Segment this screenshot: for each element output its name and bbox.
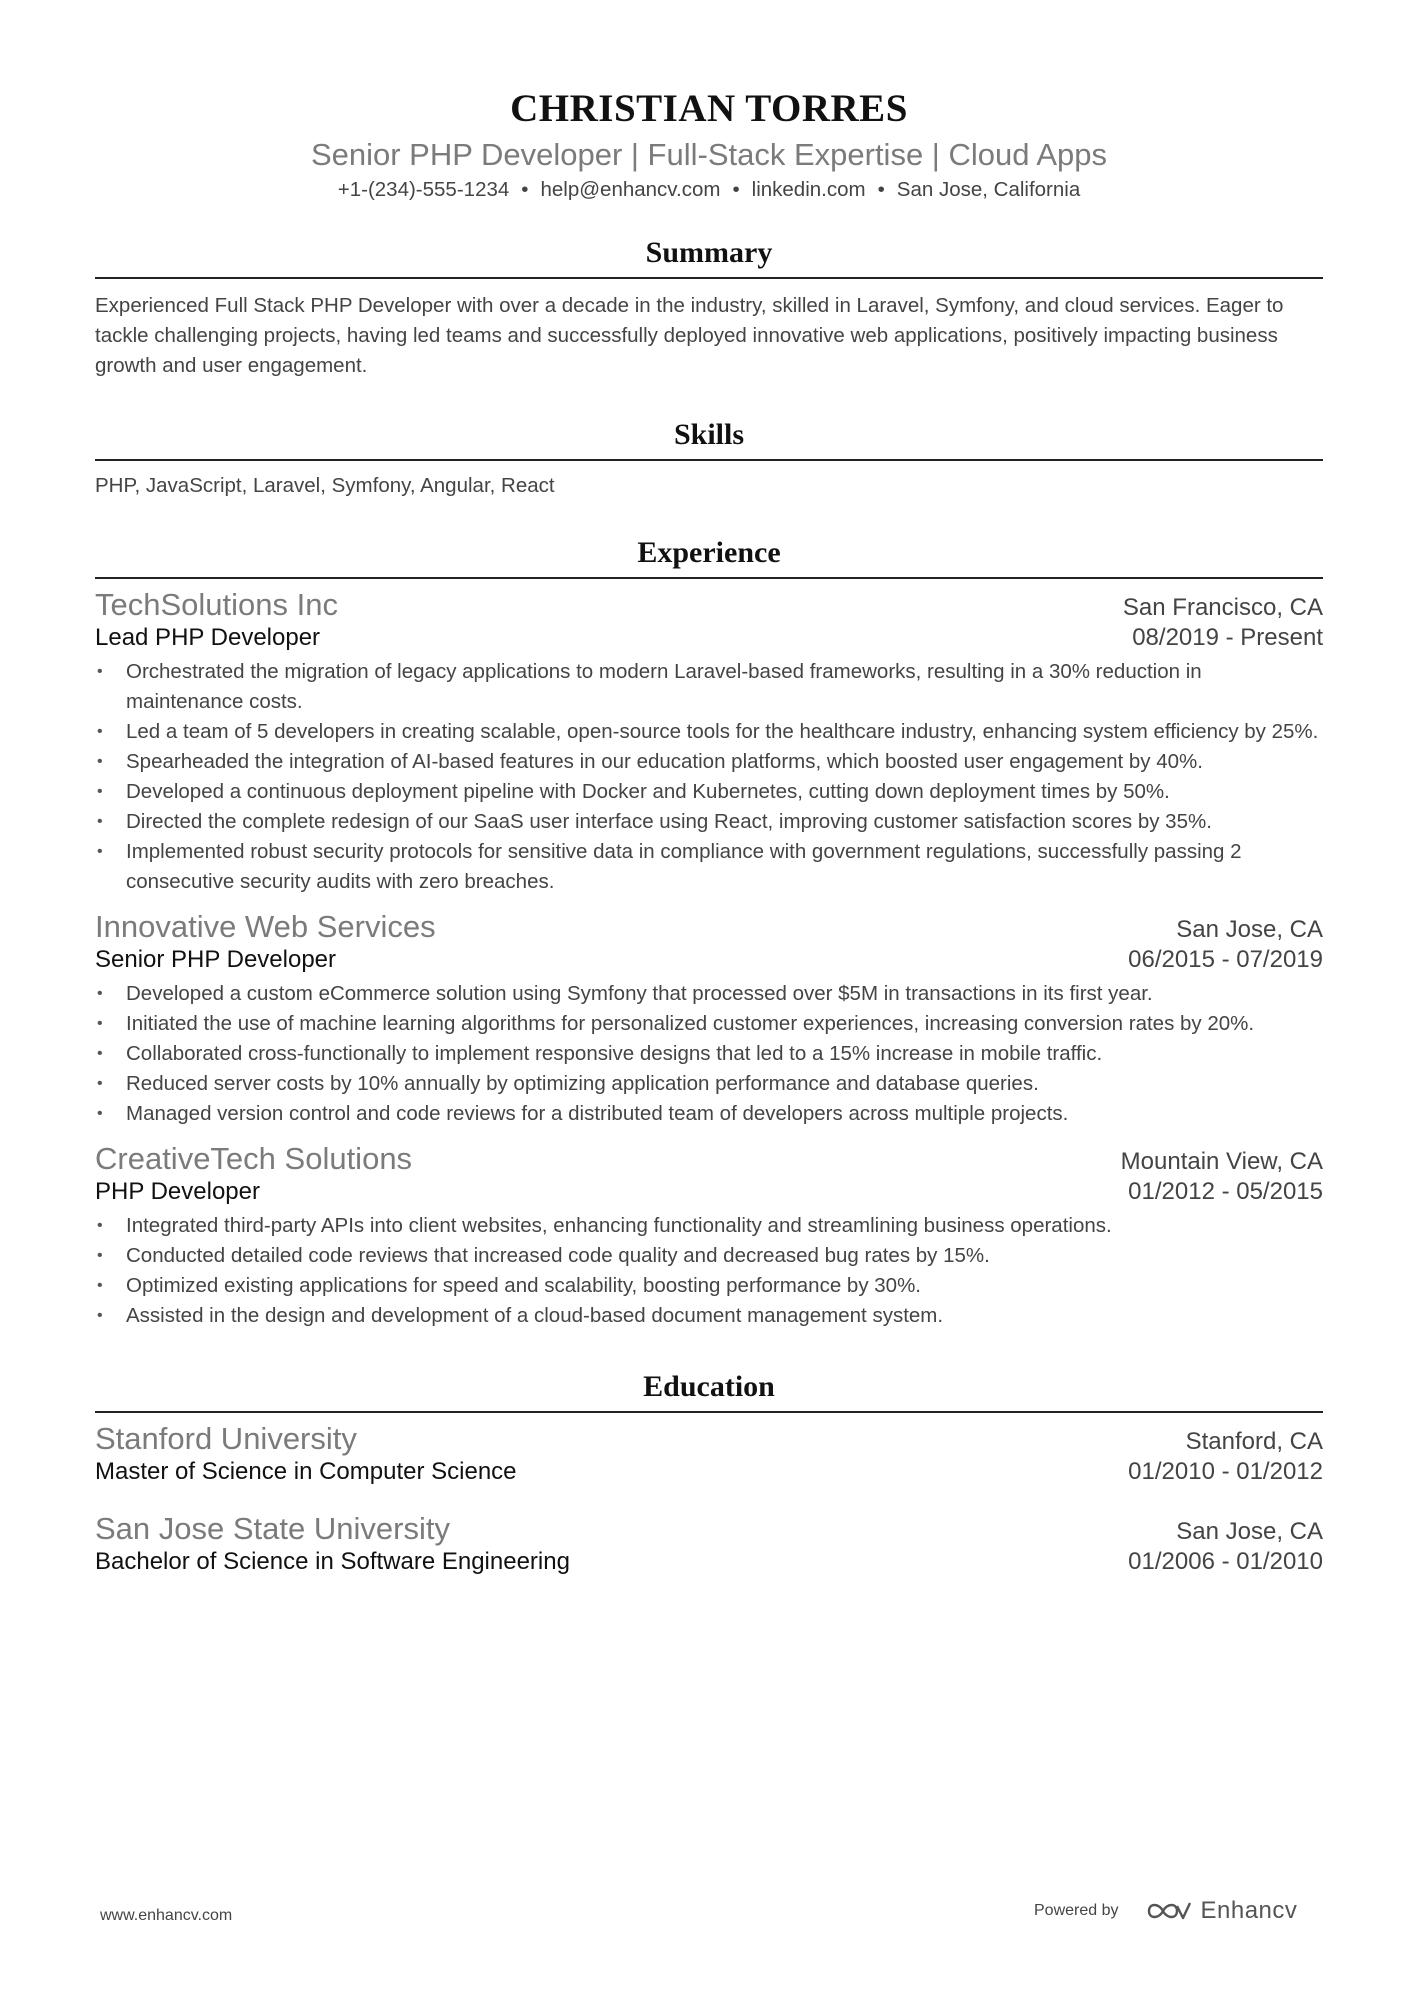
summary-section (95, 235, 1323, 381)
degree-row (95, 1457, 1323, 1487)
section-title-skills: Skills (673, 418, 745, 451)
bullet-icon: • (97, 1075, 103, 1092)
bullet-text: Spearheaded the integration of AI-based features in our education platforms, which boosted user engagement by 40%. (126, 750, 1203, 773)
bullet-item (95, 1271, 1323, 1301)
section-divider (95, 459, 1323, 461)
degree-name: Master of Science in Computer Science (95, 1458, 517, 1485)
section-divider (95, 277, 1323, 279)
job-header-row (95, 587, 1323, 623)
bullet-text: Collaborated cross-functionally to implement responsive designs that led to a 15% increase in mobile traffic. (126, 1042, 1103, 1065)
experience-item (95, 909, 1323, 1129)
experience-item (95, 1141, 1323, 1331)
candidate-title: Senior PHP Developer | Full-Stack Expertise | Cloud Apps (310, 137, 1108, 172)
bullet-text: Conducted detailed code reviews that increased code quality and decreased bug rates by 15%. (126, 1244, 990, 1267)
job-role-row (95, 945, 1323, 975)
bullet-item (95, 717, 1323, 747)
candidate-name: CHRISTIAN TORRES (510, 87, 908, 130)
bullet-text: Managed version control and code reviews for a distributed team of developers across multiple projects. (126, 1102, 1069, 1125)
bullet-text: Reduced server costs by 10% annually by optimizing application performance and database queries. (126, 1072, 1039, 1095)
bullet-item (95, 747, 1323, 777)
enhancv-logo-icon (1145, 1898, 1193, 1924)
school-location: San Jose, CA (1176, 1518, 1323, 1545)
brand-name: Enhancv (1200, 1897, 1298, 1924)
contact-phone: +1-(234)-555-1234 (337, 178, 510, 201)
bullet-icon: • (97, 783, 103, 800)
bullet-text: Directed the complete redesign of our SaaS user interface using React, improving customer satisfaction scores by 35%. (126, 810, 1212, 833)
bullet-item (95, 1241, 1323, 1271)
job-role: PHP Developer (95, 1178, 260, 1205)
experience-item (95, 587, 1323, 897)
bullet-item (95, 979, 1323, 1009)
bullet-text: Orchestrated the migration of legacy applications to modern Laravel-based frameworks, resulting in a 30% reduction in maintenance costs. (126, 660, 1202, 713)
contact-location: San Jose, California (896, 178, 1081, 201)
bullet-item (95, 807, 1323, 837)
job-location: San Jose, CA (1176, 916, 1323, 943)
bullet-icon: • (97, 753, 103, 770)
footer-website-link[interactable]: www.enhancv.com (100, 1907, 233, 1924)
bullet-icon: • (97, 1217, 103, 1234)
degree-dates: 01/2010 - 01/2012 (1128, 1458, 1323, 1485)
contact-linkedin[interactable]: linkedin.com (751, 178, 866, 201)
job-bullets (95, 979, 1323, 1129)
bullet-item (95, 1301, 1323, 1331)
bullet-icon: • (97, 813, 103, 830)
bullet-text: Initiated the use of machine learning algorithms for personalized customer experiences, increasing conversion rates by 20%. (126, 1012, 1255, 1035)
school-name: San Jose State University (95, 1511, 450, 1546)
job-role-row (95, 1177, 1323, 1207)
separator-dot: • (521, 178, 529, 201)
summary-text: Experienced Full Stack PHP Developer with over a decade in the industry, skilled in Laravel, Symfony, and cloud services. Eager to tackle challenging projects, having led teams and successfully deployed innovative web applications, positively impacting business growth and user engagement. (95, 294, 1284, 377)
bullet-text: Assisted in the design and development of a cloud-based document management system. (126, 1304, 944, 1327)
resume-page (95, 0, 1323, 1577)
bullet-item (95, 837, 1323, 897)
separator-dot: • (732, 178, 740, 201)
bullet-icon: • (97, 1307, 103, 1324)
contact-line (95, 177, 1323, 203)
bullet-icon: • (97, 723, 103, 740)
bullet-item (95, 1039, 1323, 1069)
contact-email[interactable]: help@enhancv.com (540, 178, 721, 201)
section-divider (95, 577, 1323, 579)
job-role: Senior PHP Developer (95, 946, 337, 973)
bullet-item (95, 777, 1323, 807)
degree-dates: 01/2006 - 01/2010 (1128, 1548, 1323, 1575)
company-name: TechSolutions Inc (95, 587, 338, 622)
section-divider (95, 1411, 1323, 1413)
job-location: Mountain View, CA (1120, 1148, 1323, 1175)
education-section (95, 1369, 1323, 1577)
degree-name: Bachelor of Science in Software Engineering (95, 1548, 570, 1575)
job-header-row (95, 1141, 1323, 1177)
bullet-item (95, 657, 1323, 717)
bullet-icon: • (97, 1277, 103, 1294)
skills-section (95, 417, 1323, 501)
job-bullets (95, 1211, 1323, 1331)
bullet-text: Optimized existing applications for speed and scalability, boosting performance by 30%. (126, 1274, 921, 1297)
bullet-item (95, 1099, 1323, 1129)
section-title-summary: Summary (645, 236, 773, 269)
school-header-row (95, 1511, 1323, 1547)
bullet-icon: • (97, 1015, 103, 1032)
separator-dot: • (877, 178, 885, 201)
education-item (95, 1421, 1323, 1487)
bullet-item (95, 1211, 1323, 1241)
school-header-row (95, 1421, 1323, 1457)
bullet-text: Developed a custom eCommerce solution using Symfony that processed over $5M in transactions in its first year. (126, 982, 1153, 1005)
education-item (95, 1511, 1323, 1577)
bullet-icon: • (97, 663, 103, 680)
bullet-text: Integrated third-party APIs into client websites, enhancing functionality and streamlining business operations. (126, 1214, 1112, 1237)
bullet-icon: • (97, 1247, 103, 1264)
job-dates: 06/2015 - 07/2019 (1128, 946, 1323, 973)
job-dates: 08/2019 - Present (1132, 624, 1323, 651)
bullet-text: Implemented robust security protocols for sensitive data in compliance with government regulations, successfully passing 2 consecutive security audits with zero breaches. (126, 840, 1242, 893)
skills-text: PHP, JavaScript, Laravel, Symfony, Angular, React (95, 474, 555, 497)
bullet-icon: • (97, 985, 103, 1002)
bullet-item (95, 1069, 1323, 1099)
school-name: Stanford University (95, 1421, 357, 1456)
bullet-icon: • (97, 1045, 103, 1062)
bullet-item (95, 1009, 1323, 1039)
section-title-education: Education (643, 1370, 775, 1403)
experience-section (95, 535, 1323, 1331)
company-name: CreativeTech Solutions (95, 1141, 413, 1176)
bullet-text: Developed a continuous deployment pipeline with Docker and Kubernetes, cutting down deployment times by 50%. (126, 780, 1170, 803)
job-dates: 01/2012 - 05/2015 (1128, 1178, 1323, 1205)
job-location: San Francisco, CA (1122, 594, 1323, 621)
job-bullets (95, 657, 1323, 897)
section-title-experience: Experience (637, 536, 781, 569)
bullet-text: Led a team of 5 developers in creating scalable, open-source tools for the healthcare industry, enhancing system efficiency by 25%. (126, 720, 1319, 743)
bullet-icon: • (97, 1105, 103, 1122)
bullet-icon: • (97, 843, 103, 860)
job-header-row (95, 909, 1323, 945)
resume-header (95, 87, 1323, 203)
footer-branding[interactable] (1034, 1897, 1297, 1925)
degree-row (95, 1547, 1323, 1577)
job-role-row (95, 623, 1323, 653)
school-location: Stanford, CA (1185, 1428, 1323, 1455)
job-role: Lead PHP Developer (95, 624, 321, 651)
powered-by-label: Powered by (1034, 1902, 1119, 1919)
company-name: Innovative Web Services (95, 909, 436, 944)
